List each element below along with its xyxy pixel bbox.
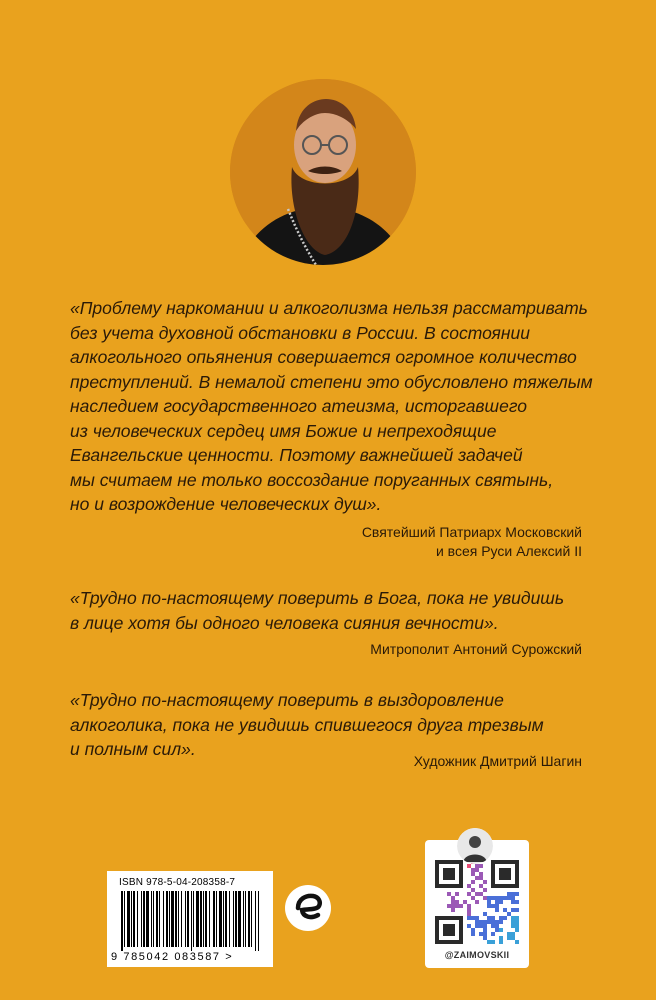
barcode-bars: [121, 891, 259, 951]
qr-handle: @ZAIMOVSKII: [444, 950, 510, 960]
publisher-logo-icon: [284, 884, 332, 932]
qr-avatar: [457, 828, 493, 864]
quote-2-attribution: Митрополит Антоний Сурожский: [370, 641, 582, 657]
isbn-barcode: [107, 871, 273, 967]
ean-digits: 9 785042 083587 >: [111, 951, 234, 963]
quote-3: «Трудно по-настоящему поверить в выздоровление алкоголика, пока не увидишь спившегося друга трезвым и полным сил».: [70, 690, 544, 759]
priest-portrait-image: [230, 79, 416, 265]
author-portrait: [230, 79, 416, 265]
quote-1-attribution: Святейший Патриарх Московский и всея Руси Алексий II: [361, 524, 582, 559]
quote-2: «Трудно по-настоящему поверить в Бога, пока не увидишь в лице хотя бы одного человека сияния вечности».: [70, 588, 565, 633]
quote-1: «Проблему наркомании и алкоголизма нельзя рассматривать без учета духовной обстановки в России. В состоянии алкогольного опьянения совершается огромное количество преступлений. В немалой степени это обусловлено тяжелым наследием государственного атеизма, исторгавшего из человеческих сердец имя Божие и непреходящие Евангельские ценности. Поэтому важнейшей задачей мы считаем не только воссоздание поруганных святынь, но и возрождение человеческих душ».: [70, 298, 593, 514]
avatar-icon: [457, 828, 493, 864]
quote-3-attribution: Художник Дмитрий Шагин: [413, 753, 582, 769]
qr-code-icon[interactable]: [435, 860, 519, 944]
isbn-label: ISBN 978-5-04-208358-7: [119, 877, 236, 888]
